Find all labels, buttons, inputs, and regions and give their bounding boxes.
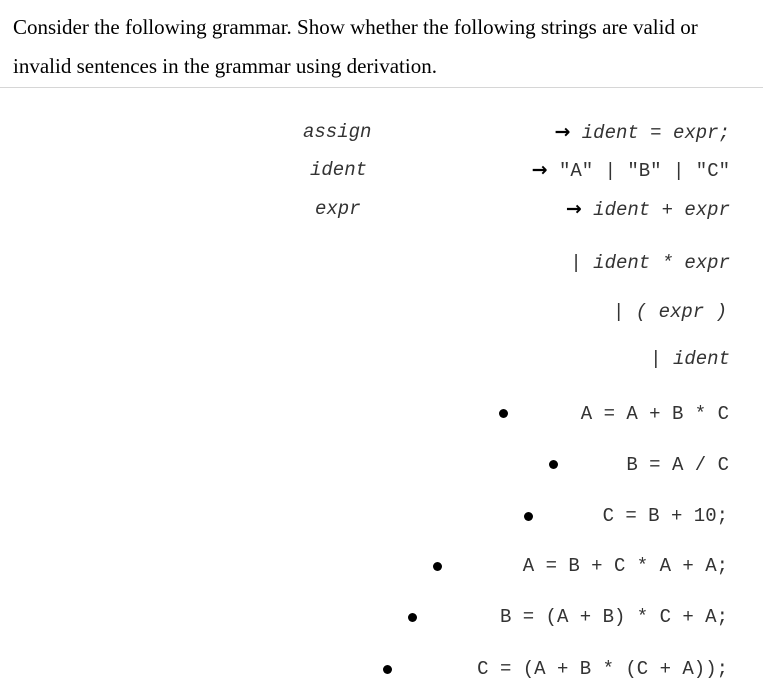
grammar-rule-expr-times: | ident * expr — [570, 252, 730, 274]
test-string-6: C = (A + B * (C + A)); — [477, 658, 728, 680]
bullet-icon — [433, 562, 442, 571]
grammar-rule-expr-ident: | ident — [650, 348, 730, 370]
grammar-lhs-ident: ident — [310, 159, 368, 181]
test-string-1: A = A + B * C — [580, 403, 729, 425]
grammar-rule-expr-paren: | ( expr ) — [612, 301, 727, 323]
grammar-lhs-expr: expr — [315, 198, 361, 220]
test-string-5: B = (A + B) * C + A; — [499, 606, 728, 628]
test-string-4: A = B + C * A + A; — [522, 555, 728, 577]
grammar-lhs-assign: assign — [303, 121, 372, 143]
test-string-2: B = A / C — [626, 454, 729, 476]
problem-statement: Consider the following grammar. Show whether the following strings are valid or invalid sentences in the grammar using derivation. — [13, 15, 698, 78]
arrow-icon: → — [554, 121, 571, 143]
arrow-icon: → — [565, 198, 582, 220]
bullet-icon — [549, 460, 558, 469]
bullet-icon — [383, 665, 392, 674]
bullet-icon — [499, 409, 508, 418]
bullet-icon — [408, 613, 417, 622]
test-string-3: C = B + 10; — [602, 505, 728, 527]
grammar-rule-assign: → ident = expr; — [554, 121, 730, 144]
divider — [0, 87, 763, 88]
grammar-rule-ident: → "A" | "B" | "C" — [531, 159, 730, 182]
arrow-icon: → — [531, 159, 548, 181]
grammar-rule-expr-plus: → ident + expr — [565, 198, 730, 221]
bullet-icon — [524, 512, 533, 521]
